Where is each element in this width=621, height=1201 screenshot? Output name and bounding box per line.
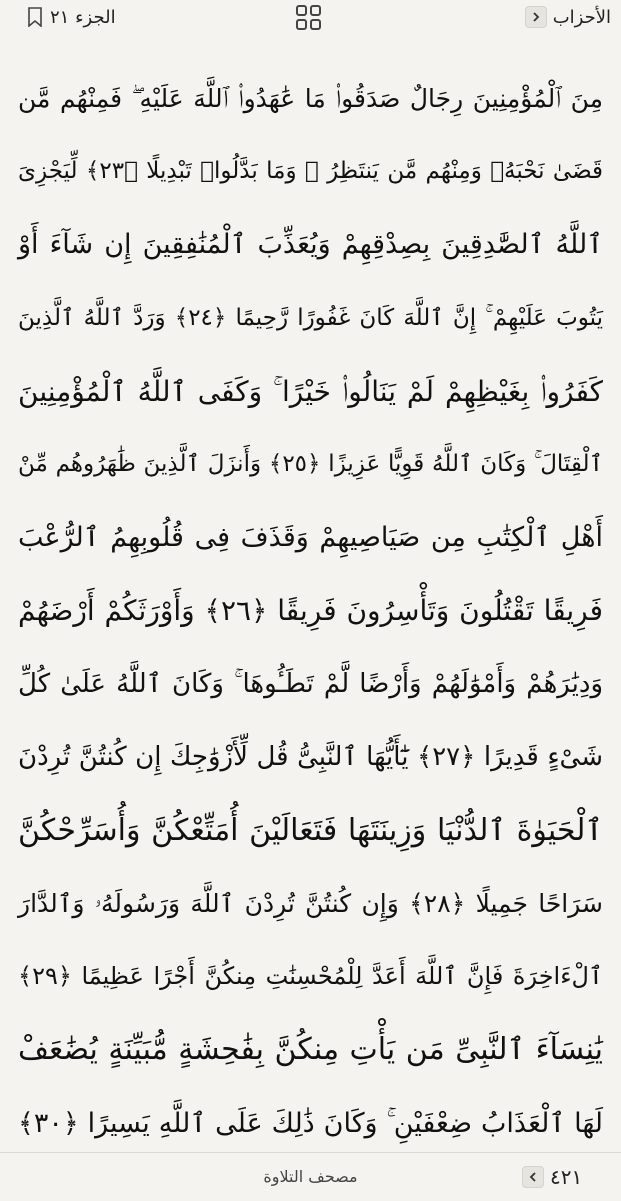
juz-indicator[interactable] bbox=[28, 5, 116, 29]
text-line: يَتُوبَ عَلَيْهِمْ ۚ إِنَّ ٱللَّهَ كَانَ غَفُورًا رَّحِيمًا ﴿٢٤﴾ وَرَدَّ ٱللَّهُ ٱلَّذِينَ bbox=[18, 304, 603, 331]
mushaf-label: مصحف التلاوة bbox=[263, 1167, 358, 1186]
text-line: يَٰنِسَآءَ ٱلنَّبِىِّ مَن يَأْتِ مِنكُنَّ بِفَٰحِشَةٍ مُّبَيِّنَةٍ يُضَٰعَفْ bbox=[18, 1032, 603, 1068]
text-line: ٱلْحَيَوٰةَ ٱلدُّنْيَا وَزِينَتَهَا فَتَعَالَيْنَ أُمَتِّعْكُنَّ وَأُسَرِّحْكُنَّ bbox=[18, 812, 603, 848]
text-line: لَهَا ٱلْعَذَابُ ضِعْفَيْنِ ۚ وَكَانَ ذَٰلِكَ عَلَى ٱللَّهِ يَسِيرًا ﴿٣٠﴾ bbox=[18, 1107, 603, 1139]
bottom-bar bbox=[0, 1152, 621, 1201]
surah-name: الأحزاب bbox=[552, 6, 611, 28]
text-line: قَضَىٰ نَحْبَهُۥ وَمِنْهُم مَّن يَنتَظِرُ ۖ وَمَا بَدَّلُوا۟ تَبْدِيلًا ﴿٢٣﴾ لِّيَجْزِىَ bbox=[18, 158, 604, 185]
text-line: ٱللَّهُ ٱلصَّٰدِقِينَ بِصِدْقِهِمْ وَيُعَذِّبَ ٱلْمُنَٰفِقِينَ إِن شَآءَ أَوْ bbox=[18, 229, 603, 261]
page-nav-button[interactable] bbox=[522, 1165, 610, 1189]
text-line: سَرَاحًا جَمِيلًا ﴿٢٨﴾ وَإِن كُنتُنَّ تُرِدْنَ ٱللَّهَ وَرَسُولَهُۥ وَٱلدَّارَ bbox=[18, 889, 603, 919]
text-line: فَرِيقًا تَقْتُلُونَ وَتَأْسِرُونَ فَرِيقًا ﴿٢٦﴾ وَأَوْرَثَكُمْ أَرْضَهُمْ bbox=[18, 594, 603, 628]
quran-page-text[interactable] bbox=[18, 62, 604, 1139]
text-line: ٱلْءَاخِرَةَ فَإِنَّ ٱللَّهَ أَعَدَّ لِلْمُحْسِنَٰتِ مِنكُنَّ أَجْرًا عَظِيمًا ﴿٢٩﴾ bbox=[18, 962, 603, 991]
text-line: كَفَرُوا۟ بِغَيْظِهِمْ لَمْ يَنَالُوا۟ خَيْرًا ۚ وَكَفَى ٱللَّهُ ٱلْمُؤْمِنِينَ bbox=[18, 374, 603, 408]
juz-label: الجزء ٢١ bbox=[50, 6, 116, 28]
bookmark-icon[interactable] bbox=[28, 7, 42, 27]
text-line: شَىْءٍ قَدِيرًا ﴿٢٧﴾ يَٰٓأَيُّهَا ٱلنَّبِىُّ قُل لِّأَزْوَٰجِكَ إِن كُنتُنَّ تُرِدْنَ bbox=[18, 741, 604, 772]
chevron-left-icon bbox=[522, 1166, 544, 1188]
text-line: ٱلْقِتَالَ ۚ وَكَانَ ٱللَّهُ قَوِيًّا عَزِيزًا ﴿٢٥﴾ وَأَنزَلَ ٱلَّذِينَ ظَٰهَرُوهُم مِّنْ bbox=[18, 450, 603, 477]
text-line: مِنَ ٱلْمُؤْمِنِينَ رِجَالٌ صَدَقُوا۟ مَا عَٰهَدُوا۟ ٱللَّهَ عَلَيْهِ ۖ فَمِنْهُم مَّن bbox=[18, 84, 603, 113]
text-line: أَهْلِ ٱلْكِتَٰبِ مِن صَيَاصِيهِمْ وَقَذَفَ فِى قُلُوبِهِمُ ٱلرُّعْبَ bbox=[18, 522, 603, 554]
page-number: ٤٢١ bbox=[550, 1165, 583, 1189]
top-bar bbox=[0, 0, 621, 34]
grid-menu-icon[interactable] bbox=[296, 5, 322, 29]
chevron-right-icon bbox=[525, 6, 547, 28]
surah-nav-button[interactable] bbox=[525, 5, 611, 29]
text-line: وَدِيَٰرَهُمْ وَأَمْوَٰلَهُمْ وَأَرْضًا لَّمْ تَطَـُٔوهَا ۚ وَكَانَ ٱللَّهُ عَلَىٰ كُلِّ bbox=[18, 668, 603, 699]
